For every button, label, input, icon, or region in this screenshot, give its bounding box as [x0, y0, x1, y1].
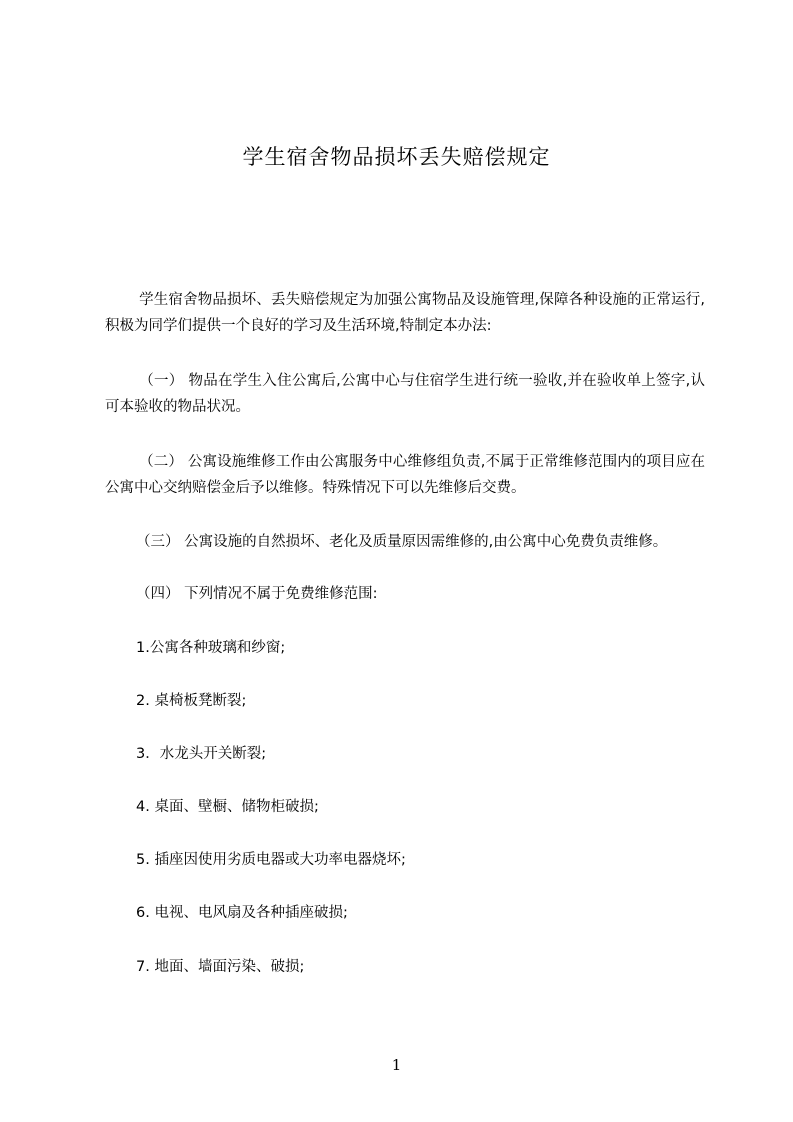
list-item: 4. 桌面、壁橱、储物柜破损; [136, 799, 319, 815]
list-item: 3．水龙头开关断裂; [136, 746, 267, 762]
list-item: 1.公寓各种玻璃和纱窗; [136, 640, 286, 656]
list-item: 6. 电视、电风扇及各种插座破损; [136, 905, 348, 921]
intro-text: 学生宿舍物品损坏、丢失赔偿规定为加强公寓物品及设施管理,保障各种设施的正常运行,积极为同学们提供一个良好的学习及生活环境,特制定本办法: [105, 292, 705, 334]
clause-2-paragraph [105, 449, 705, 501]
clause-2-text: （二） 公寓设施维修工作由公寓服务中心维修组负责,不属于正常维修范围内的项目应在公寓中心交纳赔偿金后予以维修。特殊情况下可以先维修后交费。 [105, 454, 705, 496]
page-number: 1 [391, 1056, 402, 1074]
intro-paragraph [105, 287, 705, 339]
list-item: 7. 地面、墙面污染、破损; [136, 959, 305, 975]
clause-1-text: （一） 物品在学生入住公寓后,公寓中心与住宿学生进行统一验收,并在验收单上签字,认可本验收的物品状况。 [105, 373, 705, 415]
list-item: 5. 插座因使用劣质电器或大功率电器烧坏; [136, 852, 406, 868]
clause-3-line: （三） 公寓设施的自然损坏、老化及质量原因需维修的,由公寓中心免费负责维修。 [136, 534, 668, 550]
clause-4-line: （四） 下列情况不属于免费维修范围: [136, 586, 378, 602]
document-title: 学生宿舍物品损坏丢失赔偿规定 [242, 145, 551, 169]
list-item: 2. 桌椅板凳断裂; [136, 693, 247, 709]
clause-1-paragraph [105, 368, 705, 420]
